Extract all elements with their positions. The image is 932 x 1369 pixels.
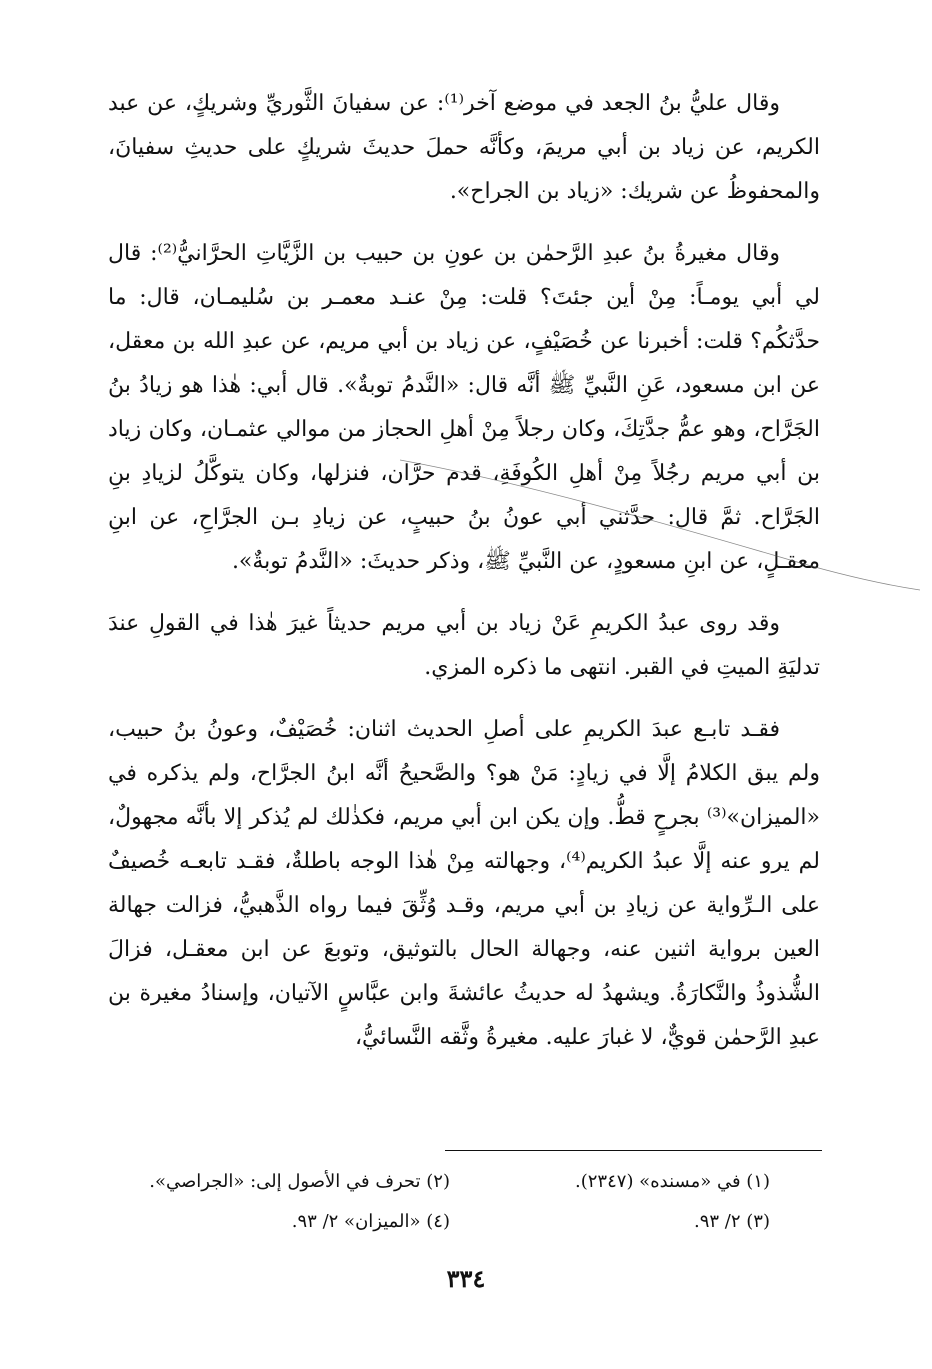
paragraph-2: وقال مغيرةُ بنُ عبدِ الرَّحمٰن بن عونِ بن حبيب بن الزَّيَّاتِ الحرَّانيُّ⁽²⁾: قال لي أبي يومـاً: مِنْ أين جئتَ؟ قلت: مِنْ عنـد معمـر بن سُليمـان، قال: ما حدَّثكُم؟ قلت: أخبرنا عن خُصَيْفٍ، عن زياد بن أبي مريم، عن عبدِ الله بن معقل، عن ابن مسعود، عَنِ النَّبيِّ ﷺ أنَّه قال: «النَّدمُ توبةٌ». قال أبي: هٰذا هو زيادُ بنُ الجَرَّاح، وهو عمُّ جدَّتِكَ، وكان رجلاً مِنْ أهلِ الحجاز من موالي عثمـان، وكان زياد بن أبي مريم رجُلاً مِنْ أهلِ الكُوفَةِ، قدم حرَّان، فنزلها، وكان يتوكَّلُ لزيادِ بنِ الجَرَّاح. ثمَّ قال: حدَّثني أبي عونُ بنُ حبيبٍ، عن زيادِ بـن الجرَّاحِ، عن ابنِ معقـلٍ، عن ابنِ مسعودٍ، عن النَّبيِّ ﷺ، وذكر حديثَ: «النَّدمُ توبةٌ». (108, 241, 821, 574)
paragraph-1: وقال عليُّ بنُ الجعد في موضع آخر⁽¹⁾: عن سفيانَ الثَّوريِّ وشريكٍ، عن عبد الكريم، عن زياد بن أبي مريمَ، وكأنَّه حملَ حديثَ شريكٍ على حديثِ سفيانَ، والمحفوظُ عن شريك: «زياد بن الجراح». (108, 91, 820, 204)
page-number: ٣٣٤ (446, 1264, 486, 1293)
main-text (108, 82, 820, 1060)
footnote-row (130, 1162, 770, 1202)
footnote-3: (٣) ٢/ ٩٣. (694, 1211, 770, 1232)
footnote-divider (445, 1150, 822, 1151)
paragraph-3: وقد روى عبدُ الكريمِ عَنْ زياد بن أبي مريم حديثاً غيرَ هٰذا في القولِ عندَ تدليَةِ الميتِ في القبر. انتهى ما ذكره المزي. (108, 611, 820, 680)
footnote-2: (٢) تحرف في الأصول إلى: «الجراصي». (149, 1171, 450, 1192)
footnote-1: (١) في «مسنده» (٢٣٤٧). (575, 1171, 770, 1192)
footnotes (130, 1162, 770, 1242)
footnote-4: (٤) «الميزان» ٢/ ٩٣. (291, 1211, 450, 1232)
footnote-row (130, 1202, 770, 1242)
paragraph-4: فقـد تابـع عبدَ الكريمِ على أصلِ الحديث اثنان: خُصَيْفٌ، وعونُ بنُ حبيب، ولم يبق الكلامُ إلَّا في زيادٍ: مَنْ هو؟ والصَّحيحُ أنَّه ابنُ الجرَّاح، ولم يذكره في «الميزان»⁽³⁾ بجرحٍ قطُّ. وإن يكن ابن أبي مريم، فكذٰلك لم يُذكر إلا بأنَّه مجهولٌ، لم يرو عنه إلَّا عبدُ الكريم⁽⁴⁾، وجهالته مِنْ هٰذا الوجه باطلةٌ، فقـد تابعـه خُصيفٌ على الـرِّواية عن زيادِ بن أبي مريم، وقـد وُثِّقَ فيما رواه الذَّهبيُّ، فزالت جهالة العين برواية اثنين عنه، وجهالة الحال بالتوثيق، وتوبعَ عن ابن معقـل، فزالَ الشُّذوذُ والنَّكارَةُ. ويشهدُ له حديثُ عائشةَ وابن عبَّاسٍ الآتيان، وإسنادُ مغيرة بن عبدِ الرَّحمٰن قويٌّ، لا غبارَ عليه. مغيرةُ وثَّقه النَّسائيُّ، (108, 717, 821, 1050)
